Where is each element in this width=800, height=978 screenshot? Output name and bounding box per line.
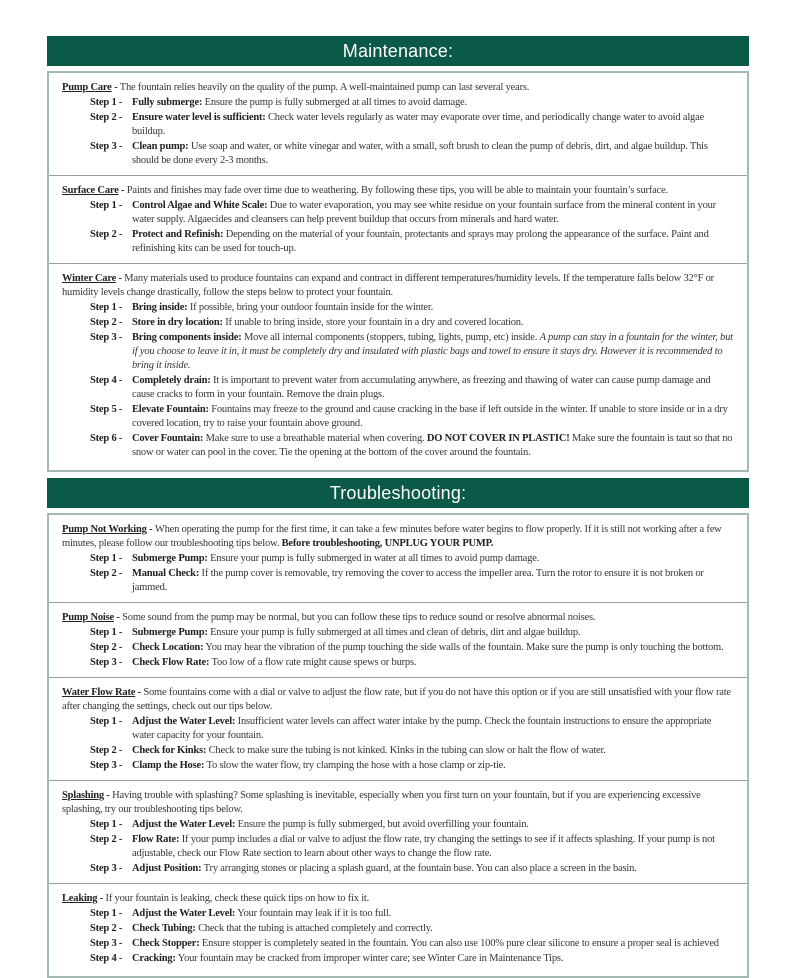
text-segment: Ensure your pump is fully submerged in water at all times to avoid pump damage. — [207, 553, 540, 564]
step-description — [132, 716, 711, 741]
section-divider — [49, 780, 747, 781]
step-row — [62, 937, 734, 951]
heading-separator: - — [113, 612, 123, 623]
text-segment: Adjust the Water Level: — [132, 819, 236, 830]
heading-separator: - — [146, 524, 155, 535]
text-segment: Protect and Refinish: — [132, 229, 224, 240]
step-label: Step 2 - — [90, 568, 123, 579]
text-segment: Submerge Pump: — [132, 553, 208, 564]
step-description — [132, 97, 467, 108]
text-segment: Your fountain may leak if it is too full. — [235, 908, 392, 919]
step-row — [62, 228, 734, 256]
text-segment: Check Stopper: — [132, 938, 200, 949]
step-label: Step 3 - — [90, 657, 123, 668]
text-segment: Adjust Position: — [132, 863, 202, 874]
troubleshooting-panel — [47, 478, 749, 978]
step-description — [132, 863, 637, 874]
text-segment: Fountains may freeze to the ground and cause cracking in the base if left outside in the winter. If unable to store inside or in a dry covered location, try to raise your fountain above ground. — [132, 404, 728, 429]
text-segment: Check to make sure the tubing is not kinked. Kinks in the tubing can slow or halt the flow of water. — [206, 745, 606, 756]
text-segment: Check Location: — [132, 642, 204, 653]
text-segment: If possible, bring your outdoor fountain inside for the winter. — [187, 302, 434, 313]
section-intro — [62, 611, 734, 625]
text-segment: When operating the pump for the first time, it can take a few minutes before water begins to flow properly. If it is still not working after a few minutes, please follow our troubleshooting tips below. — [62, 524, 722, 549]
heading-separator: - — [118, 185, 127, 196]
section-heading: Water Flow Rate — [62, 687, 136, 698]
text-segment: Many materials used to produce fountains can expand and contract in different temperatures/humidity levels. If the temperature falls below 32°F or humidity levels change drastically, follow the steps below to protect your fountain. — [62, 273, 714, 298]
step-description — [132, 332, 733, 371]
text-segment: Make sure to use a breathable material when covering. — [203, 433, 427, 444]
text-segment: Bring components inside: — [132, 332, 242, 343]
text-segment: Check for Kinks: — [132, 745, 207, 756]
section-heading: Pump Care — [62, 82, 112, 93]
text-segment: Ensure the pump is fully submerged, but avoid overfilling your fountain. — [235, 819, 529, 830]
text-segment: Due to water evaporation, you may see white residue on your fountain surface from the mineral content in your water supply. Algaecides and cleansers can help prevent buildup that occurs from minerals and hard water. — [132, 200, 716, 225]
step-description — [132, 200, 716, 225]
text-segment: If your fountain is leaking, check these quick tips on how to fix it. — [105, 893, 370, 904]
step-description — [132, 141, 708, 166]
step-label: Step 2 - — [90, 834, 123, 845]
step-label: Step 2 - — [90, 317, 123, 328]
text-segment: Cover Fountain: — [132, 433, 204, 444]
text-segment: The fountain relies heavily on the quality of the pump. A well-maintained pump can last several years. — [119, 82, 530, 93]
step-row — [62, 922, 734, 936]
text-segment: Bring inside: — [132, 302, 188, 313]
maintenance-panel — [47, 36, 749, 472]
step-description — [132, 745, 606, 756]
text-segment: It is important to prevent water from accumulating anywhere, as freezing and thawing of water can cause pump damage and cause cracks to form in your fountain. Remove the drain plugs. — [132, 375, 711, 400]
section-intro — [62, 184, 734, 198]
step-description — [132, 642, 723, 653]
text-segment: To slow the water flow, try clamping the hose with a hose clamp or zip-tie. — [204, 760, 506, 771]
text-segment: Adjust the Water Level: — [132, 908, 236, 919]
step-label: Step 3 - — [90, 938, 123, 949]
step-row — [62, 140, 734, 168]
step-description — [132, 834, 715, 859]
text-segment: A pump can stay in a fountain for the winter, but if you choose to leave it in, it must be completely dry and insulated with plastic bags and towel to ensure it stays dry. However it is recommended to bring it inside. — [132, 332, 733, 371]
text-segment: Flow Rate: — [132, 834, 180, 845]
step-description — [132, 953, 563, 964]
step-row — [62, 744, 734, 758]
text-segment: If the pump cover is removable, try removing the cover to access the impeller area. Turn the rotor to ensure it is not broken or jammed. — [132, 568, 704, 593]
maintenance-title-bar — [47, 36, 749, 66]
step-label: Step 4 - — [90, 953, 123, 964]
text-segment: You may hear the vibration of the pump touching the side walls of the fountain. Make sure the pump is only touching the bottom. — [203, 642, 724, 653]
step-description — [132, 908, 391, 919]
heading-separator: - — [116, 273, 125, 284]
step-description — [132, 657, 416, 668]
text-segment: Check Flow Rate: — [132, 657, 210, 668]
section-heading: Pump Noise — [62, 612, 114, 623]
section-divider — [49, 263, 747, 264]
step-label: Step 1 - — [90, 627, 123, 638]
step-label: Step 1 - — [90, 200, 123, 211]
step-row — [62, 715, 734, 743]
step-label: Step 2 - — [90, 229, 123, 240]
step-row — [62, 199, 734, 227]
text-segment: Store in dry location: — [132, 317, 223, 328]
text-segment: Check water levels regularly as water may evaporate over time, and periodically change water to avoid algae buildup. — [132, 112, 705, 137]
step-label: Step 5 - — [90, 404, 123, 415]
step-label: Step 1 - — [90, 302, 123, 313]
step-label: Step 2 - — [90, 923, 123, 934]
step-description — [132, 112, 704, 137]
text-segment: Check Tubing: — [132, 923, 196, 934]
step-description — [132, 760, 506, 771]
section-intro — [62, 789, 734, 817]
heading-separator: - — [97, 893, 106, 904]
text-segment: Too low of a flow rate might cause spews or burps. — [209, 657, 417, 668]
step-row — [62, 301, 734, 315]
step-row — [62, 96, 734, 110]
section-intro — [62, 272, 734, 300]
section-heading: Winter Care — [62, 273, 117, 284]
step-row — [62, 862, 734, 876]
step-row — [62, 833, 734, 861]
step-description — [132, 302, 433, 313]
section-divider — [49, 677, 747, 678]
step-row — [62, 403, 734, 431]
step-description — [132, 229, 709, 254]
step-description — [132, 627, 580, 638]
step-row — [62, 656, 734, 670]
heading-separator: - — [103, 790, 113, 801]
text-segment: Try arranging stones or placing a splash guard, at the fountain base. You can also place a screen in the basin. — [201, 863, 637, 874]
section-intro — [62, 686, 734, 714]
step-row — [62, 331, 734, 373]
step-row — [62, 316, 734, 330]
maintenance-title: Maintenance: — [342, 41, 454, 61]
heading-separator: - — [135, 687, 144, 698]
section-heading: Splashing — [62, 790, 104, 801]
step-description — [132, 923, 433, 934]
step-label: Step 1 - — [90, 716, 123, 727]
step-label: Step 3 - — [90, 863, 123, 874]
troubleshooting-content-box — [47, 513, 749, 978]
step-label: Step 1 - — [90, 819, 123, 830]
text-segment: Use soap and water, or white vinegar and water, with a small, soft brush to clean the pump of debris, dirt, and algae buildup. This should be done every 2-3 months. — [132, 141, 708, 166]
troubleshooting-title: Troubleshooting: — [329, 483, 467, 503]
step-row — [62, 552, 734, 566]
text-segment: Make sure the fountain is taut so that no snow or water can pool in the cover. Tie the opening at the bottom of the cover around the fountain. — [132, 433, 733, 458]
section-divider — [49, 602, 747, 603]
text-segment: Having trouble with splashing? Some splashing is inevitable, especially when you first turn on your fountain, but if you are experiencing excessive splashing, try our troubleshooting tips below. — [62, 790, 701, 815]
step-label: Step 2 - — [90, 745, 123, 756]
section-intro — [62, 81, 734, 95]
text-segment: Adjust the Water Level: — [132, 716, 236, 727]
maintenance-content-box — [47, 71, 749, 472]
step-label: Step 6 - — [90, 433, 123, 444]
section-heading: Pump Not Working — [62, 524, 147, 535]
step-description — [132, 553, 539, 564]
troubleshooting-title-bar — [47, 478, 749, 508]
step-description — [132, 404, 728, 429]
step-row — [62, 759, 734, 773]
step-row — [62, 952, 734, 966]
text-segment: Insufficient water levels can affect water intake by the pump. Check the fountain instructions to ensure the appropriate water capacity for your fountain. — [132, 716, 712, 741]
text-segment: Ensure water level is sufficient: — [132, 112, 266, 123]
text-segment: Cracking: — [132, 953, 176, 964]
step-row — [62, 641, 734, 655]
step-row — [62, 432, 734, 460]
text-segment: Ensure stopper is completely seated in the fountain. You can also use 100% pure clear silicone to ensure a proper seal is achieved — [199, 938, 719, 949]
step-label: Step 2 - — [90, 112, 123, 123]
step-label: Step 1 - — [90, 97, 123, 108]
step-label: Step 3 - — [90, 141, 123, 152]
text-segment: Ensure your pump is fully submerged at all times and clean of debris, dirt and algae buildup. — [207, 627, 581, 638]
text-segment: Submerge Pump: — [132, 627, 208, 638]
text-segment: Your fountain may be cracked from improper winter care; see Winter Care in Maintenance Tips. — [175, 953, 564, 964]
step-label: Step 3 - — [90, 332, 123, 343]
text-segment: Depending on the material of your fountain, protectants and sprays may prolong the appearance of the surface. Paint and refinishing kits can be used for touch-up. — [132, 229, 709, 254]
step-description — [132, 433, 732, 458]
section-heading: Leaking — [62, 893, 98, 904]
step-label: Step 3 - — [90, 760, 123, 771]
step-row — [62, 626, 734, 640]
text-segment: Some sound from the pump may be normal, but you can follow these tips to reduce sound or resolve abnormal noises. — [122, 612, 596, 623]
text-segment: Fully submerge: — [132, 97, 203, 108]
text-segment: Move all internal components (stoppers, tubing, lights, pump, etc) inside. — [241, 332, 540, 343]
text-segment: Control Algae and White Scale: — [132, 200, 268, 211]
heading-separator: - — [111, 82, 120, 93]
text-segment: Some fountains come with a dial or valve to adjust the flow rate, but if you do not have this option or if you are still unsatisfied with your flow rate after changing the settings, check out our tips below. — [62, 687, 731, 712]
text-segment: Clamp the Hose: — [132, 760, 205, 771]
section-intro — [62, 892, 734, 906]
text-segment: Check that the tubing is attached completely and correctly. — [195, 923, 433, 934]
step-label: Step 2 - — [90, 642, 123, 653]
text-segment: Elevate Fountain: — [132, 404, 209, 415]
section-heading: Surface Care — [62, 185, 119, 196]
step-row — [62, 907, 734, 921]
text-segment: If unable to bring inside, store your fountain in a dry and covered location. — [222, 317, 524, 328]
step-description — [132, 568, 704, 593]
text-segment: Paints and finishes may fade over time due to weathering. By following these tips, you will be able to maintain your fountain’s surface. — [126, 185, 668, 196]
step-row — [62, 567, 734, 595]
text-segment: Ensure the pump is fully submerged at all times to avoid damage. — [202, 97, 467, 108]
text-segment: If your pump includes a dial or valve to adjust the flow rate, try changing the settings to see if it affects splashing. If your pump is not adjustable, check our Flow Rate section to learn about other ways to change the flow rate. — [132, 834, 715, 859]
text-segment: Completely drain: — [132, 375, 211, 386]
text-segment: Clean pump: — [132, 141, 189, 152]
text-segment: Before troubleshooting, UNPLUG YOUR PUMP. — [281, 538, 494, 549]
step-description — [132, 938, 719, 949]
step-row — [62, 374, 734, 402]
step-row — [62, 818, 734, 832]
step-description — [132, 317, 523, 328]
step-label: Step 1 - — [90, 908, 123, 919]
step-description — [132, 375, 711, 400]
step-label: Step 4 - — [90, 375, 123, 386]
step-label: Step 1 - — [90, 553, 123, 564]
text-segment: DO NOT COVER IN PLASTIC! — [426, 433, 570, 444]
fountain-care-sheet — [47, 36, 749, 978]
text-segment: Manual Check: — [132, 568, 200, 579]
section-divider — [49, 175, 747, 176]
step-row — [62, 111, 734, 139]
section-intro — [62, 523, 734, 551]
step-description — [132, 819, 529, 830]
section-divider — [49, 883, 747, 884]
